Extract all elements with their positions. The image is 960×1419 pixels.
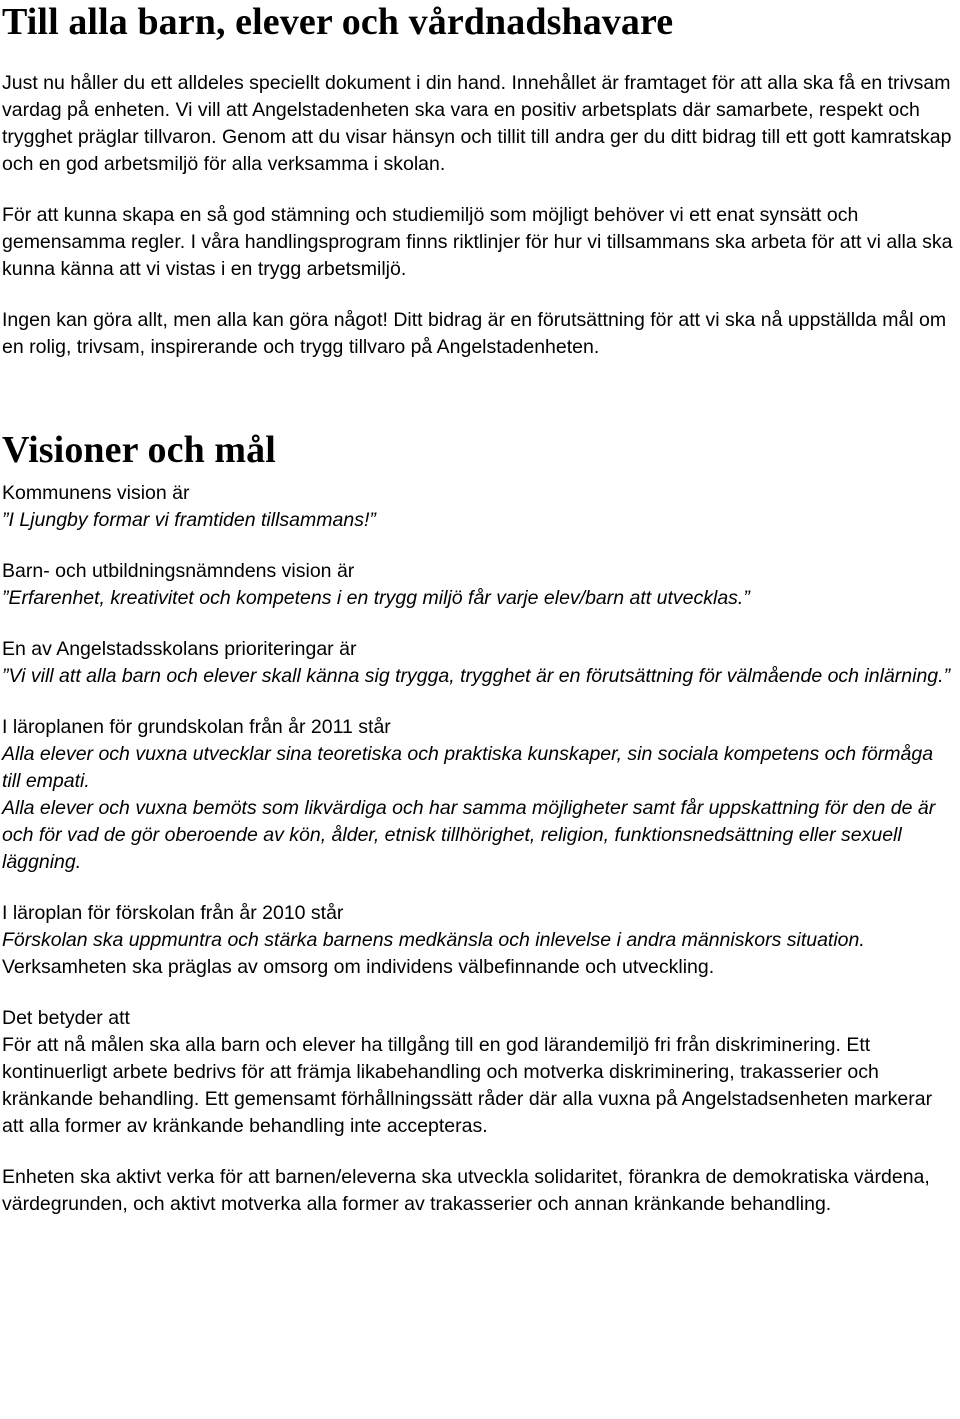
- school-priority-quote: ”Vi vill att alla barn och elever skall känna sig trygga, trygghet är en förutsättning för välmående och inlärning.”: [2, 665, 951, 687]
- intro-paragraph-2: För att kunna skapa en så god stämning och studiemiljö som möjligt behöver vi ett enat synsätt och gemensamma regler. I våra handlingsprogram finns riktlinjer för hur vi tillsammans ska arbeta för att vi alla ska kunna känna att vi vistas i en trygg arbetsmiljö.: [2, 204, 953, 280]
- municipality-vision-block: [2, 480, 954, 534]
- visions-heading: Visioner och mål: [2, 429, 276, 471]
- curriculum-preschool-label: I läroplan för förskolan från år 2010 står: [2, 902, 344, 924]
- intro-paragraph-3: Ingen kan göra allt, men alla kan göra något! Ditt bidrag är en förutsättning för att vi ska nå uppställda mål om en rolig, trivsam, inspirerande och trygg tillvaro på Angelstadenheten.: [2, 309, 947, 358]
- intro-paragraph-1: Just nu håller du ett alldeles speciellt dokument i din hand. Innehållet är framtaget för att alla ska få en trivsam vardag på enheten. Vi vill att Angelstadenheten ska vara en positiv arbetsplats där samarbete, respekt och trygghet präglar tillvaron. Genom att du visar hänsyn och tillit till andra ger du ditt bidrag till ett gott kamratskap och en god arbetsmiljö för alla verksamma i skolan.: [2, 72, 952, 175]
- curriculum-compulsory-label: I läroplanen för grundskolan från år 2011 står: [2, 716, 391, 738]
- final-paragraph: Enheten ska aktivt verka för att barnen/eleverna ska utveckla solidaritet, förankra de demokratiska värdena, värdegrunden, och aktivt motverka alla former av trakasserier och annan kränkande behandling.: [2, 1166, 930, 1215]
- municipality-vision-label: Kommunens vision är: [2, 482, 190, 504]
- meaning-block: [2, 1005, 954, 1140]
- school-priority-block: [2, 636, 954, 690]
- board-vision-label: Barn- och utbildningsnämndens vision är: [2, 560, 355, 582]
- curriculum-preschool-quote-rest: Verksamheten ska präglas av omsorg om individens välbefinnande och utveckling.: [2, 956, 715, 978]
- intro-heading: Till alla barn, elever och vårdnadshavare: [2, 1, 674, 43]
- curriculum-preschool-block: [2, 900, 954, 981]
- curriculum-compulsory-quote-2: Alla elever och vuxna bemöts som likvärdiga och har samma möjligheter samt får uppskattning för den de är och för vad de gör oberoende av kön, ålder, etnisk tillhörighet, religion, funktionsnedsättning eller sexuell läggning.: [2, 797, 936, 873]
- curriculum-preschool-quote-italic: Förskolan ska uppmuntra och stärka barnens medkänsla och inlevelse i andra människors situation.: [2, 929, 865, 951]
- curriculum-compulsory-block: [2, 714, 954, 876]
- curriculum-compulsory-quote-1: Alla elever och vuxna utvecklar sina teoretiska och praktiska kunskaper, sin sociala kompetens och förmåga till empati.: [2, 743, 934, 792]
- document-page: [2, 0, 954, 1218]
- school-priority-label: En av Angelstadsskolans prioriteringar är: [2, 638, 357, 660]
- meaning-text: För att nå målen ska alla barn och elever ha tillgång till en god lärandemiljö fri från diskriminering. Ett kontinuerligt arbete bedrivs för att främja likabehandling och motverka diskriminering, trakasserier och kränkande behandling. Ett gemensamt förhållningssätt råder där alla vuxna på Angelstadsenheten markerar att alla former av kränkande behandling inte accepteras.: [2, 1034, 933, 1137]
- board-vision-quote: ”Erfarenhet, kreativitet och kompetens i en trygg miljö får varje elev/barn att utvecklas.”: [2, 587, 750, 609]
- municipality-vision-quote: ”I Ljungby formar vi framtiden tillsammans!”: [2, 509, 376, 531]
- meaning-label: Det betyder att: [2, 1007, 130, 1029]
- board-vision-block: [2, 558, 954, 612]
